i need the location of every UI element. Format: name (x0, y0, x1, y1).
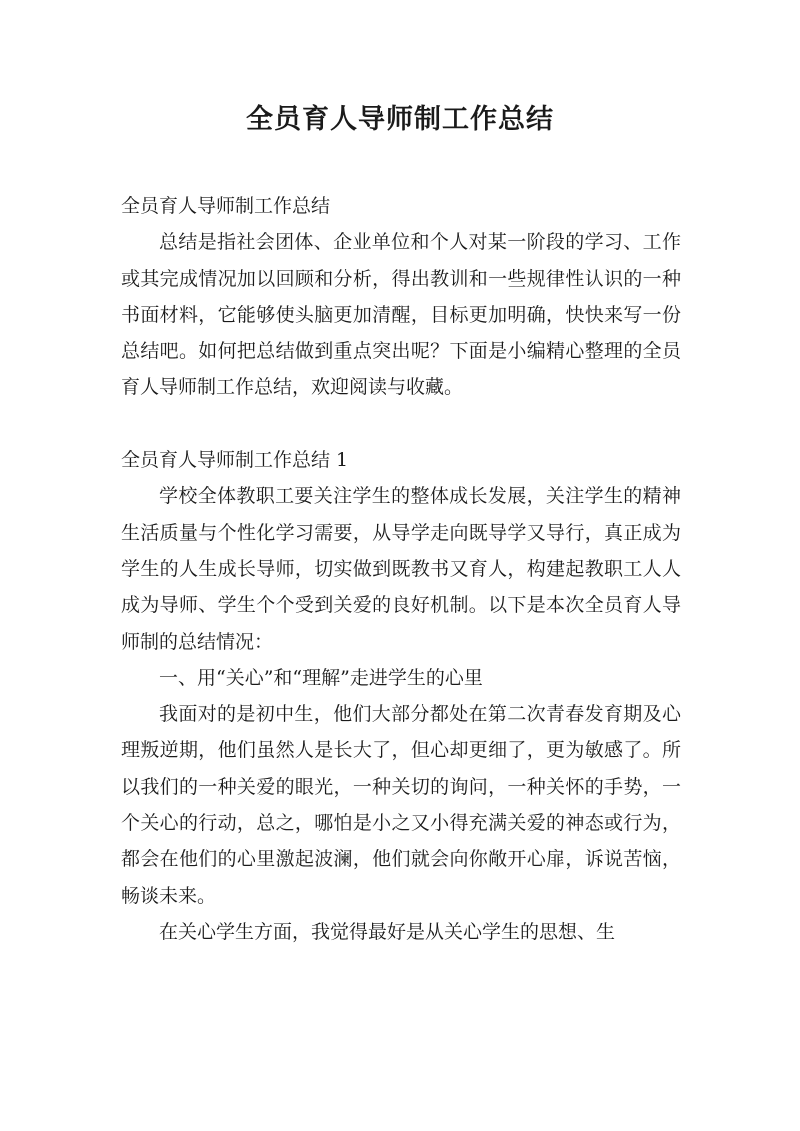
intro-paragraph: 总结是指社会团体、企业单位和个人对某一阶段的学习、工作或其完成情况加以回顾和分析，得出教训和一些规律性认识的一种书面材料，它能够使头脑更加清醒，目标更加明确，快快来写一份总结吧。如何把总结做到重点突出呢？下面是小编精心整理的全员育人导师制工作总结，欢迎阅读与收藏。 (121, 231, 681, 399)
intro-heading: 全员育人导师制工作总结 (121, 195, 331, 217)
section-heading: 全员育人导师制工作总结 1 (121, 449, 349, 472)
body-paragraph: 学校全体教职工要关注学生的整体成长发展，关注学生的精神生活质量与个性化学习需要，从导学走向既导学又导行，真正成为学生的人生成长导师，切实做到既教书又育人，构建起教职工人人成为导师、学生个个受到关爱的良好机制。以下是本次全员育人导师制的总结情况： (121, 485, 681, 653)
body-paragraph: 我面对的是初中生，他们大部分都处在第二次青春发育期及心理叛逆期，他们虽然人是长大了，但心却更细了，更为敏感了。所以我们的一种关爱的眼光，一种关切的询问，一种关怀的手势，一个关心的行动，总之，哪怕是小之又小得充满关爱的神态或行为，都会在他们的心里激起波澜，他们就会向你敞开心扉，诉说苦恼，畅谈未来。 (121, 703, 681, 907)
document-title: 全员育人导师制工作总结 (246, 104, 554, 135)
body-paragraph: 在关心学生方面，我觉得最好是从关心学生的思想、生 (159, 920, 616, 943)
subheading: 一、用“关心”和“理解”走进学生的心里 (159, 666, 483, 689)
paragraph-spacer (121, 406, 681, 442)
document-body (121, 188, 681, 950)
